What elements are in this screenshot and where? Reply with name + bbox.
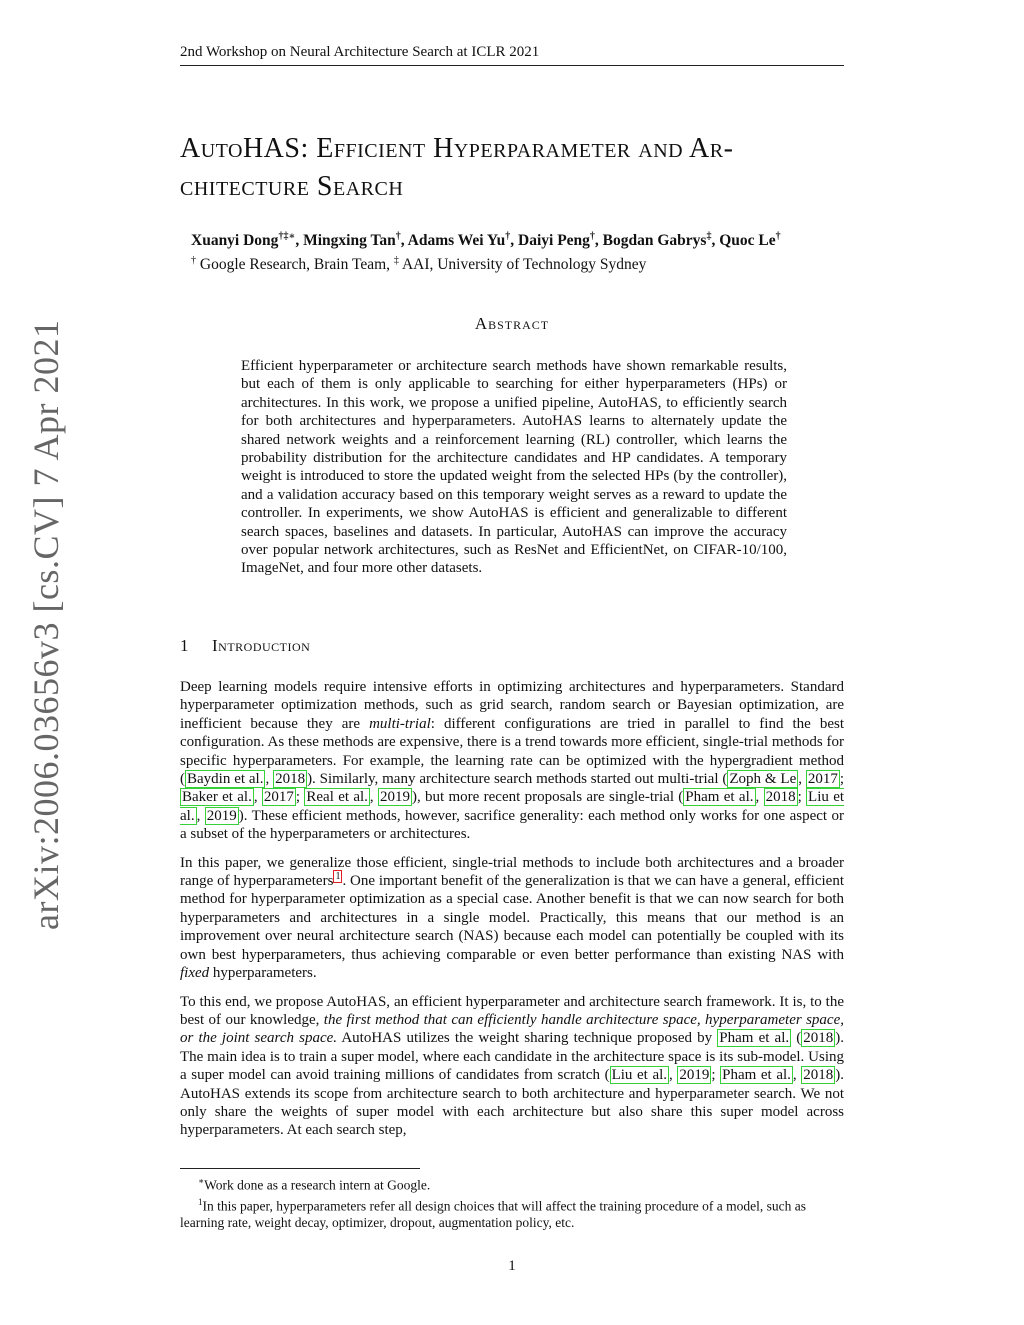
citation-link[interactable]: 2018	[803, 1067, 834, 1084]
paper-title	[180, 130, 860, 206]
citation-link[interactable]: Zoph & Le	[729, 771, 797, 788]
footnote: ∗Work done as a research intern at Google.	[198, 1176, 431, 1193]
citation-link[interactable]: Pham et al.	[719, 1030, 790, 1047]
arxiv-identifier: arXiv:2006.03656v3 [cs.CV] 7 Apr 2021	[26, 319, 66, 930]
body-text	[180, 678, 844, 1150]
citation-link[interactable]: 2019	[679, 1067, 710, 1084]
affiliations: † Google Research, Brain Team, ‡ AAI, University of Technology Sydney	[191, 255, 647, 274]
citation-link[interactable]: 2018	[765, 789, 796, 806]
citation-link[interactable]: Liu et al.	[611, 1067, 668, 1084]
citation-link[interactable]: 2017	[263, 789, 294, 806]
section-heading	[180, 636, 844, 656]
author: Quoc Le†	[719, 231, 781, 250]
citation-link[interactable]: Real et al.	[306, 789, 368, 806]
section-number: 1	[180, 636, 189, 655]
citation-link[interactable]: 2019	[379, 789, 410, 806]
footnote-divider	[180, 1168, 420, 1169]
page-number: 1	[508, 1258, 516, 1274]
author-block	[191, 227, 851, 275]
author: Daiyi Peng†,	[518, 231, 603, 250]
citation-link[interactable]: 2019	[206, 807, 237, 824]
citation-link[interactable]: Pham et al.	[722, 1067, 791, 1084]
paragraph: Deep learning models require intensive efforts in optimizing architectures and hyperparameters. Standard hyperparameter optimization methods, such as grid search, random search or Bayesian optimization, are inefficient because they are multi-trial: different configurations are tried in parallel to find the best configuration. As these methods are expensive, there is a trend towards more efficient, single-trial methods for specific hyperparameters. For example, the learning rate can be optimized with the hypergradient method ( Baydin et al. , 2018 ). Similarly, many architecture search methods started out multi-trial ( Zoph & Le , 2017 ; Baker et al. , 2017 ; Real et al. , 2019 ), but more recent proposals are single-trial ( Pham et al. , 2018 ; Liu et al. , 2019 ). These efficient methods, however, sacrifice generality: each method only works for one aspect or a subset of the hyperparameters or architectures.	[180, 679, 845, 843]
author: Adams Wei Yu†,	[407, 231, 519, 250]
footnote-link[interactable]: 1	[335, 871, 341, 883]
author: Xuanyi Dong†‡∗,	[191, 231, 304, 250]
citation-link[interactable]: 2018	[803, 1030, 834, 1047]
paragraph: To this end, we propose AutoHAS, an efficient hyperparameter and architecture search framework. It is, to the best of our knowledge, the first method that can efficiently handle architecture space, hyperparameter space, or the joint search space. AutoHAS utilizes the weight sharing technique proposed by Pham et al. ( 2018 ). The main idea is to train a super model, where each candidate in the architecture space is its sub-model. Using a super model can avoid training millions of candidates from scratch ( Liu et al. , 2019 ; Pham et al. , 2018 ). AutoHAS extends its scope from architecture search to both architecture and hyperparameter search. We not only share the weights of super model with each architecture but also share this super model across hyperparameters. At each search step,	[180, 993, 845, 1139]
citation-link[interactable]: 2018	[275, 771, 306, 788]
paragraph: In this paper, we generalize those efficient, single-trial methods to include both architectures and a broader range of hyperparameters $^1$ . One important benefit of the generalization is that we can have a general, efficient method for hyperparameter optimization as a special case. Another benefit is that we can now search for both hyperparameters and architectures in a single model. Practically, this means that our method is an improvement over neural architecture search (NAS) because each model can potentially be coupled with its own best hyperparameters, thus achieving comparable or even better performance than existing NAS with fixed hyperparameters.	[180, 854, 844, 982]
title-line-2: chitecture Search	[180, 171, 404, 202]
citation-link[interactable]: Baydin et al.	[187, 771, 264, 788]
title-line-1: AutoHAS: Efficient Hyperparameter and Ar-	[180, 133, 734, 164]
author: Mingxing Tan†,	[303, 231, 408, 250]
abstract-heading: Abstract	[474, 314, 550, 333]
citation-link[interactable]: Pham et al.	[685, 789, 754, 806]
citation-link[interactable]: Baker et al.	[182, 789, 252, 806]
footnotes	[180, 1168, 844, 1231]
running-head: 2nd Workshop on Neural Architecture Search at ICLR 2021	[180, 44, 844, 66]
section-title: Introduction	[212, 636, 311, 655]
citation-link[interactable]: Liu et al.	[180, 789, 845, 824]
footnote: $^1$In this paper, hyperparameters refer all design choices that will affect the training procedure of a model, such as learning rate, weight decay, optimizer, dropout, augmentation policy, etc.	[180, 1196, 806, 1230]
abstract-text: Efficient hyperparameter or architecture search methods have shown remarkable results, but each of them is only applicable to searching for either hyperparameters (HPs) or architectures. In this work, we propose a unified pipeline, AutoHAS, to efficiently search for both architectures and hyperparameters. AutoHAS learns to alternately update the shared network weights and a reinforcement learning (RL) controller, which learns the probability distribution for the architecture candidates and HP candidates. A temporary weight is introduced to store the updated weight from the selected HPs (by the controller), and a validation accuracy based on this temporary weight serves as a reward to update the controller. In experiments, we show AutoHAS is efficient and generalizable to different search spaces, baselines and datasets. In particular, AutoHAS can improve the accuracy over popular network architectures, such as ResNet and EfficientNet, on CIFAR-10/100, ImageNet, and four more other datasets.	[241, 358, 787, 577]
author: Bogdan Gabrys‡,	[602, 231, 720, 250]
citation-link[interactable]: 2017	[807, 771, 838, 788]
author-list	[191, 227, 851, 251]
